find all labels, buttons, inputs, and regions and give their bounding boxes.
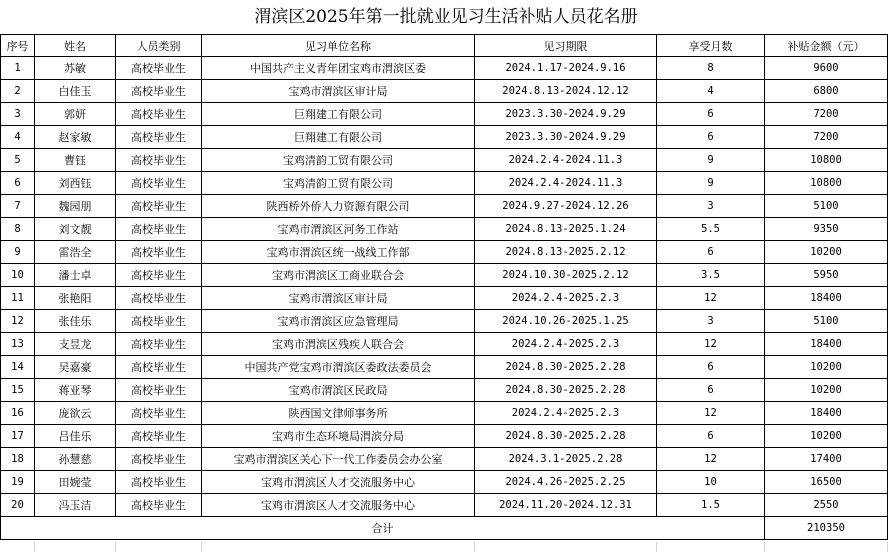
cell-period[interactable]: 2024.2.4-2024.11.3 — [475, 172, 657, 195]
table-row — [1, 287, 888, 310]
cell-category[interactable]: 高校毕业生 — [116, 356, 202, 379]
cell-unit[interactable]: 宝鸡市渭滨区民政局 — [202, 379, 475, 402]
cell-index[interactable]: 20 — [1, 494, 35, 517]
cell-unit[interactable]: 巨翔建工有限公司 — [202, 103, 475, 126]
cell-name[interactable]: 潘士卓 — [35, 264, 116, 287]
cell-name[interactable]: 魏园朋 — [35, 195, 116, 218]
cell-months[interactable]: 12 — [657, 333, 765, 356]
table-row — [1, 264, 888, 287]
cell-amount[interactable]: 18400 — [765, 402, 888, 425]
cell-months[interactable]: 1.5 — [657, 494, 765, 517]
cell-category[interactable]: 高校毕业生 — [116, 149, 202, 172]
table-row — [1, 218, 888, 241]
cell-months[interactable]: 4 — [657, 80, 765, 103]
header-index[interactable]: 序号 — [1, 35, 35, 57]
cell-period[interactable]: 2024.10.30-2025.2.12 — [475, 264, 657, 287]
cell-name[interactable]: 蒋亚琴 — [35, 379, 116, 402]
cell-index[interactable]: 14 — [1, 356, 35, 379]
cell-index[interactable]: 12 — [1, 310, 35, 333]
table-row — [1, 195, 888, 218]
cell-period[interactable]: 2023.3.30-2024.9.29 — [475, 103, 657, 126]
table-row — [1, 172, 888, 195]
cell-amount[interactable]: 17400 — [765, 448, 888, 471]
cell-months[interactable]: 6 — [657, 241, 765, 264]
cell-amount[interactable]: 5100 — [765, 195, 888, 218]
cell-period[interactable]: 2024.8.13-2025.1.24 — [475, 218, 657, 241]
cell-index[interactable]: 5 — [1, 149, 35, 172]
cell-months[interactable]: 3 — [657, 310, 765, 333]
cell-name[interactable]: 冯玉洁 — [35, 494, 116, 517]
cell-period[interactable]: 2024.2.4-2025.2.3 — [475, 287, 657, 310]
cell-amount[interactable]: 18400 — [765, 333, 888, 356]
cell-name[interactable]: 吕佳乐 — [35, 425, 116, 448]
table-row — [1, 379, 888, 402]
cell-index[interactable]: 16 — [1, 402, 35, 425]
cell-months[interactable]: 6 — [657, 103, 765, 126]
cell-months[interactable]: 12 — [657, 287, 765, 310]
cell-unit[interactable]: 宝鸡市渭滨区关心下一代工作委员会办公室 — [202, 448, 475, 471]
cell-amount[interactable]: 7200 — [765, 126, 888, 149]
cell-period[interactable]: 2024.1.17-2024.9.16 — [475, 57, 657, 80]
cell-unit[interactable]: 陕西国文律师事务所 — [202, 402, 475, 425]
cell-index[interactable]: 3 — [1, 103, 35, 126]
cell-amount[interactable]: 10200 — [765, 356, 888, 379]
cell-category[interactable]: 高校毕业生 — [116, 241, 202, 264]
next-row-gridlines — [0, 542, 892, 552]
table-row — [1, 310, 888, 333]
cell-amount[interactable]: 10200 — [765, 379, 888, 402]
header-name[interactable]: 姓名 — [35, 35, 116, 57]
table-row — [1, 471, 888, 494]
cell-period[interactable]: 2024.8.30-2025.2.28 — [475, 379, 657, 402]
cell-amount[interactable]: 6800 — [765, 80, 888, 103]
cell-category[interactable]: 高校毕业生 — [116, 379, 202, 402]
cell-amount[interactable]: 16500 — [765, 471, 888, 494]
cell-index[interactable]: 17 — [1, 425, 35, 448]
cell-category[interactable]: 高校毕业生 — [116, 425, 202, 448]
cell-period[interactable]: 2023.3.30-2024.9.29 — [475, 126, 657, 149]
header-unit[interactable]: 见习单位名称 — [202, 35, 475, 57]
cell-index[interactable]: 8 — [1, 218, 35, 241]
total-row — [1, 517, 888, 540]
cell-name[interactable]: 张佳乐 — [35, 310, 116, 333]
cell-unit[interactable]: 宝鸡市渭滨区审计局 — [202, 287, 475, 310]
header-period[interactable]: 见习期限 — [475, 35, 657, 57]
page-title: 渭滨区2025年第一批就业见习生活补贴人员花名册 — [254, 7, 638, 27]
cell-months[interactable]: 3.5 — [657, 264, 765, 287]
cell-amount[interactable]: 10800 — [765, 172, 888, 195]
cell-period[interactable]: 2024.8.13-2024.12.12 — [475, 80, 657, 103]
cell-category[interactable]: 高校毕业生 — [116, 103, 202, 126]
cell-unit[interactable]: 宝鸡市渭滨区应急管理局 — [202, 310, 475, 333]
cell-name[interactable]: 白佳玉 — [35, 80, 116, 103]
cell-amount[interactable]: 9600 — [765, 57, 888, 80]
table-row — [1, 103, 888, 126]
cell-months[interactable]: 9 — [657, 172, 765, 195]
cell-unit[interactable]: 宝鸡市渭滨区残疾人联合会 — [202, 333, 475, 356]
cell-index[interactable]: 2 — [1, 80, 35, 103]
header-months[interactable]: 享受月数 — [657, 35, 765, 57]
cell-months[interactable]: 6 — [657, 379, 765, 402]
table-row — [1, 356, 888, 379]
cell-unit[interactable]: 宝鸡清韵工贸有限公司 — [202, 172, 475, 195]
table-row — [1, 57, 888, 80]
cell-category[interactable]: 高校毕业生 — [116, 333, 202, 356]
cell-category[interactable]: 高校毕业生 — [116, 310, 202, 333]
cell-amount[interactable]: 5100 — [765, 310, 888, 333]
cell-category[interactable]: 高校毕业生 — [116, 287, 202, 310]
cell-index[interactable]: 10 — [1, 264, 35, 287]
cell-unit[interactable]: 宝鸡市渭滨区统一战线工作部 — [202, 241, 475, 264]
cell-amount[interactable]: 9350 — [765, 218, 888, 241]
cell-category[interactable]: 高校毕业生 — [116, 195, 202, 218]
cell-period[interactable]: 2024.2.4-2024.11.3 — [475, 149, 657, 172]
cell-period[interactable]: 2024.2.4-2025.2.3 — [475, 333, 657, 356]
cell-unit[interactable]: 宝鸡市渭滨区河务工作站 — [202, 218, 475, 241]
cell-period[interactable]: 2024.8.30-2025.2.28 — [475, 425, 657, 448]
cell-unit[interactable]: 宝鸡市渭滨区工商业联合会 — [202, 264, 475, 287]
cell-unit[interactable]: 宝鸡市渭滨区人才交流服务中心 — [202, 494, 475, 517]
cell-name[interactable]: 刘文靓 — [35, 218, 116, 241]
header-category[interactable]: 人员类别 — [116, 35, 202, 57]
cell-unit[interactable]: 中国共产党宝鸡市渭滨区委政法委员会 — [202, 356, 475, 379]
cell-category[interactable]: 高校毕业生 — [116, 126, 202, 149]
cell-name[interactable]: 吴嘉豪 — [35, 356, 116, 379]
cell-months[interactable]: 6 — [657, 356, 765, 379]
table-row — [1, 494, 888, 517]
cell-index[interactable]: 18 — [1, 448, 35, 471]
table-row — [1, 149, 888, 172]
cell-amount[interactable]: 18400 — [765, 287, 888, 310]
cell-period[interactable]: 2024.2.4-2025.2.3 — [475, 402, 657, 425]
cell-amount[interactable]: 10800 — [765, 149, 888, 172]
cell-index[interactable]: 15 — [1, 379, 35, 402]
cell-months[interactable]: 8 — [657, 57, 765, 80]
cell-months[interactable]: 5.5 — [657, 218, 765, 241]
cell-index[interactable]: 4 — [1, 126, 35, 149]
table-row — [1, 333, 888, 356]
cell-category[interactable]: 高校毕业生 — [116, 448, 202, 471]
cell-months[interactable]: 9 — [657, 149, 765, 172]
cell-unit[interactable]: 巨翔建工有限公司 — [202, 126, 475, 149]
table-body — [1, 57, 888, 517]
cell-name[interactable]: 雷浩全 — [35, 241, 116, 264]
cell-period[interactable]: 2024.4.26-2025.2.25 — [475, 471, 657, 494]
cell-amount[interactable]: 10200 — [765, 425, 888, 448]
table-row — [1, 126, 888, 149]
cell-category[interactable]: 高校毕业生 — [116, 471, 202, 494]
cell-index[interactable]: 1 — [1, 57, 35, 80]
cell-amount[interactable]: 5950 — [765, 264, 888, 287]
cell-amount[interactable]: 2550 — [765, 494, 888, 517]
cell-amount[interactable]: 10200 — [765, 241, 888, 264]
table-row — [1, 448, 888, 471]
cell-category[interactable]: 高校毕业生 — [116, 402, 202, 425]
cell-name[interactable]: 苏敏 — [35, 57, 116, 80]
cell-name[interactable]: 田婉莹 — [35, 471, 116, 494]
cell-months[interactable]: 6 — [657, 126, 765, 149]
cell-months[interactable]: 12 — [657, 448, 765, 471]
cell-months[interactable]: 3 — [657, 195, 765, 218]
header-amount[interactable]: 补贴金额（元） — [765, 35, 888, 57]
cell-index[interactable]: 11 — [1, 287, 35, 310]
table-row — [1, 402, 888, 425]
cell-name[interactable]: 曹钰 — [35, 149, 116, 172]
total-amount[interactable]: 210350 — [765, 517, 888, 540]
subsidy-roster-table — [0, 34, 888, 540]
cell-months[interactable]: 10 — [657, 471, 765, 494]
cell-period[interactable]: 2024.8.30-2025.2.28 — [475, 356, 657, 379]
total-label[interactable]: 合计 — [1, 517, 765, 540]
cell-period[interactable]: 2024.11.20-2024.12.31 — [475, 494, 657, 517]
table-row — [1, 241, 888, 264]
cell-category[interactable]: 高校毕业生 — [116, 494, 202, 517]
cell-name[interactable]: 庞欲云 — [35, 402, 116, 425]
cell-category[interactable]: 高校毕业生 — [116, 80, 202, 103]
header-row — [1, 35, 888, 57]
cell-unit[interactable]: 宝鸡市渭滨区审计局 — [202, 80, 475, 103]
cell-unit[interactable]: 宝鸡市渭滨区人才交流服务中心 — [202, 471, 475, 494]
cell-period[interactable]: 2024.9.27-2024.12.26 — [475, 195, 657, 218]
table-row — [1, 425, 888, 448]
cell-name[interactable]: 赵家敏 — [35, 126, 116, 149]
cell-name[interactable]: 刘西钰 — [35, 172, 116, 195]
cell-unit[interactable]: 宝鸡市生态环境局渭滨分局 — [202, 425, 475, 448]
cell-category[interactable]: 高校毕业生 — [116, 172, 202, 195]
cell-period[interactable]: 2024.3.1-2025.2.28 — [475, 448, 657, 471]
table-row — [1, 80, 888, 103]
cell-category[interactable]: 高校毕业生 — [116, 57, 202, 80]
cell-index[interactable]: 9 — [1, 241, 35, 264]
cell-category[interactable]: 高校毕业生 — [116, 264, 202, 287]
cell-name[interactable]: 支昱龙 — [35, 333, 116, 356]
cell-months[interactable]: 6 — [657, 425, 765, 448]
cell-months[interactable]: 12 — [657, 402, 765, 425]
cell-period[interactable]: 2024.10.26-2025.1.25 — [475, 310, 657, 333]
cell-period[interactable]: 2024.8.13-2025.2.12 — [475, 241, 657, 264]
cell-index[interactable]: 6 — [1, 172, 35, 195]
cell-name[interactable]: 张艳阳 — [35, 287, 116, 310]
cell-index[interactable]: 7 — [1, 195, 35, 218]
cell-name[interactable]: 孙慧慈 — [35, 448, 116, 471]
cell-index[interactable]: 19 — [1, 471, 35, 494]
cell-unit[interactable]: 中国共产主义青年团宝鸡市渭滨区委 — [202, 57, 475, 80]
cell-name[interactable]: 郭妍 — [35, 103, 116, 126]
cell-unit[interactable]: 宝鸡清韵工贸有限公司 — [202, 149, 475, 172]
cell-amount[interactable]: 7200 — [765, 103, 888, 126]
cell-unit[interactable]: 陕西桥外侨人力资源有限公司 — [202, 195, 475, 218]
cell-index[interactable]: 13 — [1, 333, 35, 356]
cell-category[interactable]: 高校毕业生 — [116, 218, 202, 241]
